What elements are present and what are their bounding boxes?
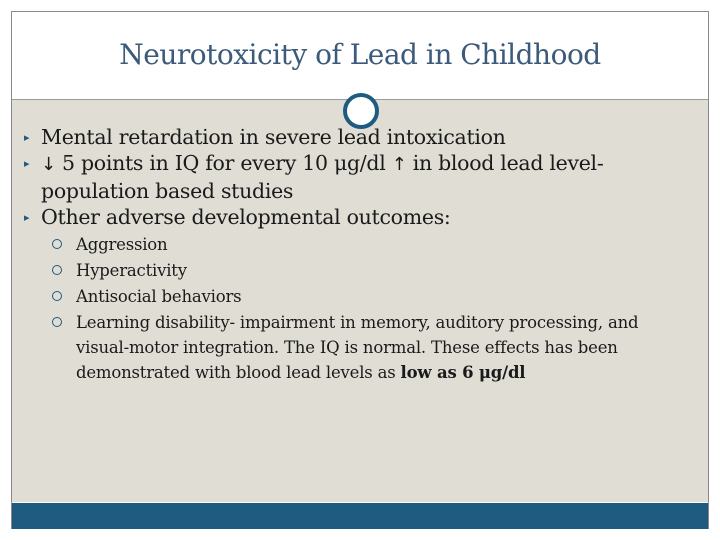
arrow-up-icon: ↑: [391, 154, 407, 175]
sub-bullet-item: [52, 310, 674, 385]
circle-bullet-icon: [52, 265, 62, 275]
arrow-down-icon: ↓: [41, 154, 56, 175]
bullet-text: in blood lead level-population based studies: [41, 151, 604, 203]
sub-bullet-list: [52, 232, 674, 385]
sub-bullet-text: Antisocial behaviors: [76, 287, 242, 306]
triangle-bullet-icon: ▸: [24, 211, 30, 224]
title-area: [12, 12, 708, 100]
slide-title: Neurotoxicity of Lead in Childhood: [119, 38, 601, 71]
bullet-item: [24, 124, 674, 150]
bullet-item: [24, 150, 674, 204]
triangle-bullet-icon: ▸: [24, 131, 30, 144]
sub-bullet-item: [52, 232, 674, 258]
bullet-item: [24, 204, 674, 230]
sub-bullet-emphasis: low as 6 μg/dl: [400, 363, 526, 382]
bullet-text: 5 points in IQ for every 10 μg/dl: [55, 151, 392, 175]
footer-bar: [12, 503, 708, 529]
sub-bullet-item: [52, 284, 674, 310]
circle-bullet-icon: [52, 317, 62, 327]
bullet-text: Mental retardation in severe lead intoxication: [41, 125, 506, 149]
circle-bullet-icon: [52, 239, 62, 249]
sub-bullet-item: [52, 258, 674, 284]
triangle-bullet-icon: ▸: [24, 157, 30, 170]
bullet-list: [24, 124, 674, 385]
sub-bullet-text: Hyperactivity: [76, 261, 187, 280]
circle-bullet-icon: [52, 291, 62, 301]
sub-bullet-text: Learning disability- impairment in memory, auditory processing, and visual-motor integration. The IQ is normal. These effects has been demonstrated with blood lead levels as: [76, 313, 639, 382]
bullet-text: Other adverse developmental outcomes:: [41, 205, 451, 229]
sub-bullet-text: Aggression: [76, 235, 168, 254]
